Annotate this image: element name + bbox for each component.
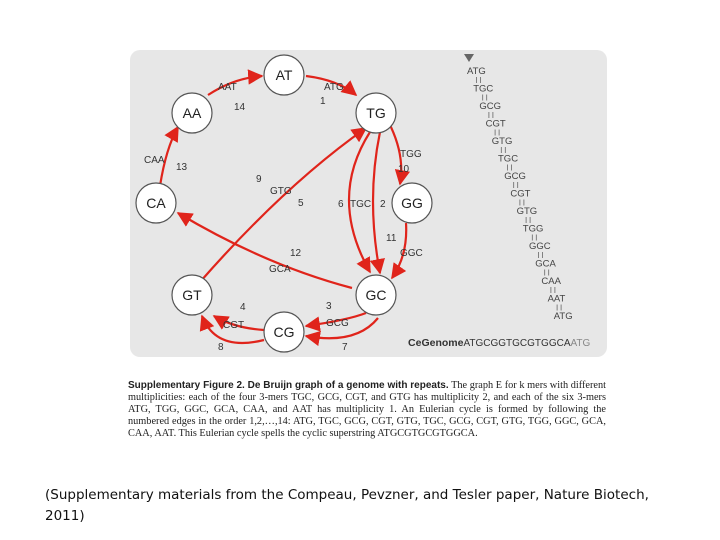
chain-link xyxy=(551,287,555,293)
chain-kmer: CGT xyxy=(510,188,531,200)
node-gc xyxy=(356,275,396,315)
chain-kmer: GTG xyxy=(516,206,538,217)
edge-number-11: 11 xyxy=(386,233,397,244)
edge-number-9: 9 xyxy=(256,174,262,185)
kmer-chain xyxy=(467,66,573,322)
svg-text:GC: GC xyxy=(365,287,387,303)
kmer-label-gcg: GCG xyxy=(326,318,349,329)
kmer-label-ggc: GGC xyxy=(400,248,423,259)
svg-text:CA: CA xyxy=(146,195,166,211)
node-at xyxy=(264,55,304,95)
chain-kmer: GCA xyxy=(535,258,556,270)
kmer-label-gtg: GTG xyxy=(270,186,292,197)
figure-caption xyxy=(128,380,606,440)
chain-link xyxy=(501,147,505,153)
chain-kmer: GTG xyxy=(491,136,513,147)
chain-link xyxy=(526,217,530,223)
chain-kmer: AAT xyxy=(547,293,566,305)
chain-link xyxy=(520,200,524,206)
genome-word: Genome xyxy=(421,337,464,349)
node-gg xyxy=(392,183,432,223)
chain-link xyxy=(483,95,487,101)
chain-kmer: TGC xyxy=(498,153,519,165)
de-bruijn-graph xyxy=(130,50,607,357)
edge-number-10: 10 xyxy=(398,164,410,175)
kmer-label-tgc: TGC xyxy=(350,199,372,210)
caption-title: Supplementary Figure 2. De Bruijn graph of a genome with repeats. xyxy=(128,380,449,391)
chain-link xyxy=(495,130,499,136)
figure-panel xyxy=(130,50,607,357)
edge-number-7: 7 xyxy=(342,342,348,353)
edge-number-4: 4 xyxy=(240,302,246,313)
node-ca xyxy=(136,183,176,223)
chain-kmer: TGG xyxy=(522,223,544,235)
chain-link xyxy=(514,182,518,188)
start-triangle-icon xyxy=(464,54,474,62)
svg-text:GT: GT xyxy=(182,287,202,303)
chain-link xyxy=(545,270,549,276)
edge-number-12: 12 xyxy=(290,248,302,259)
edge-number-14: 14 xyxy=(234,102,246,113)
svg-text:TG: TG xyxy=(366,105,386,121)
node-cg xyxy=(264,312,304,352)
svg-text:AT: AT xyxy=(275,67,293,83)
edge-number-6: 6 xyxy=(338,199,344,210)
edge-number-5: 5 xyxy=(298,198,304,209)
kmer-label-aat: AAT xyxy=(218,82,237,93)
chain-kmer: ATG xyxy=(553,311,573,322)
chain-link xyxy=(539,252,543,258)
kmer-label-caa: CAA xyxy=(144,155,165,166)
kmer-label-gca: GCA xyxy=(269,264,291,275)
svg-text:CG: CG xyxy=(273,324,295,340)
edge-number-8: 8 xyxy=(218,342,224,353)
node-aa xyxy=(172,93,212,133)
chain-link xyxy=(508,165,512,171)
kmer-label-cgt: CGT xyxy=(223,320,245,331)
chain-kmer: ATG xyxy=(467,66,486,77)
source-note: (Supplementary materials from the Compeau, Pevzner, and Tesler paper, Nature Biotech, 2011) xyxy=(45,487,649,524)
genome-sequence xyxy=(408,337,591,349)
kmer-label-atg: ATG xyxy=(324,82,344,93)
kmer-label-tgg: TGG xyxy=(400,149,422,160)
node-tg xyxy=(356,93,396,133)
chain-kmer: GGC xyxy=(529,241,551,252)
svg-text:AA: AA xyxy=(182,105,202,121)
chain-kmer: TGC xyxy=(473,83,494,95)
chain-link xyxy=(557,305,561,311)
chain-kmer: GCG xyxy=(479,101,502,112)
edge-tg-gc-middle xyxy=(373,132,380,273)
edge-number-13: 13 xyxy=(176,162,188,173)
genome-prefix: Ce xyxy=(408,337,422,349)
chain-kmer: CAA xyxy=(541,276,561,287)
chain-link xyxy=(532,235,536,241)
caption-body: The graph E for k mers with different multiplicities: each of the four 3-mers TGC, GCG, CGT, and GTG has multiplicity 2, and each of the six 3-mers ATG, TGG, GGC, GCA, CAA, and AAT has multiplicity 1. An Eulerian cycle is formed by following the numbered edges in the order 1,2,…,14: ATG, TGC, GCG, CGT, GTG, TGC, GCG, CGT, GTG, TGG, GGC, GCA, CAA, AAT. This Eulerian cycle spells the cyclic superstring ATGCGTGCGTGGCA. xyxy=(128,380,606,439)
genome-sequence-main: ATGCGGTGCGTGGCA xyxy=(463,338,571,349)
svg-text:GG: GG xyxy=(401,195,423,211)
edge-number-2: 2 xyxy=(380,199,386,210)
genome-sequence-tail: ATG xyxy=(570,338,591,349)
chain-kmer: CGT xyxy=(485,118,506,130)
chain-kmer: GCG xyxy=(504,171,526,182)
node-gt xyxy=(172,275,212,315)
edge-number-1: 1 xyxy=(320,96,326,107)
chain-link xyxy=(477,77,481,83)
chain-link xyxy=(489,112,493,118)
edge-number-3: 3 xyxy=(326,301,332,312)
